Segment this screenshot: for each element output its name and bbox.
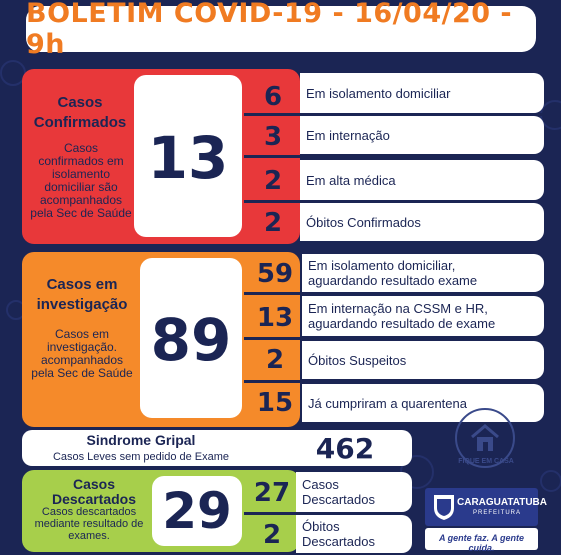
city-crest-icon: [431, 492, 457, 522]
row-label-line: aguardando resultado de exame: [308, 316, 496, 331]
row-divider: [244, 155, 544, 158]
confirmed-heading-line1: Casos: [57, 94, 103, 111]
confirmed-row-value: 6: [263, 82, 283, 112]
investigation-row-value: 13: [256, 303, 294, 333]
investigation-row-label: [302, 296, 544, 336]
row-divider: [244, 380, 544, 383]
row-divider: [244, 292, 544, 295]
confirmed-row-label: Óbitos Confirmados: [300, 203, 544, 241]
row-divider: [244, 337, 544, 340]
investigation-heading-line2: investigação: [36, 296, 128, 313]
confirmed-heading-line2: Confirmados: [33, 114, 127, 131]
investigation-row-label: [302, 254, 544, 292]
flu-total: 462: [315, 432, 375, 465]
logo-slogan: A gente faz. A gente cuida.: [438, 533, 524, 553]
discarded-row-value: 2: [262, 520, 282, 550]
page-title: BOLETIM COVID-19 - 16/04/20 - 9h: [26, 0, 513, 60]
row-label-line: Óbitos: [302, 519, 340, 534]
discarded-total: 29: [162, 482, 232, 540]
confirmed-row-value: 2: [263, 208, 283, 238]
row-label-line: Casos: [302, 477, 339, 492]
badge-text: FIQUE EM CASA: [458, 458, 514, 465]
investigation-row-value: 2: [265, 345, 285, 375]
discarded-heading-line1: Casos: [72, 476, 116, 492]
flu-heading: Sindrome Gripal: [86, 432, 196, 448]
row-label-line: Em internação na CSSM e HR,: [308, 301, 488, 316]
virus-decoration-icon: [540, 470, 561, 492]
confirmed-row-label: Em alta médica: [300, 160, 544, 200]
confirmed-row-label: Em internação: [300, 116, 544, 154]
confirmed-row-value: 2: [263, 166, 283, 196]
discarded-note: Casos descartados mediante resultado de exames.: [34, 506, 144, 542]
discarded-row-label: [296, 515, 412, 553]
confirmed-row-label: Em isolamento domiciliar: [300, 73, 544, 113]
title-bar: [26, 0, 536, 60]
row-label-line: Descartados: [302, 492, 375, 507]
investigation-heading-line1: Casos em: [46, 276, 118, 293]
confirmed-row-value: 3: [263, 122, 283, 152]
city-logo: [425, 488, 547, 553]
discarded-row-value: 27: [253, 478, 291, 508]
discarded-heading-line2: Descartados: [51, 491, 137, 507]
row-label-line: Descartados: [302, 534, 375, 549]
investigation-row-label: Já cumpriram a quarentena: [302, 384, 544, 422]
investigation-row-value: 59: [256, 259, 294, 289]
row-label-line: Em isolamento domiciliar,: [308, 258, 456, 273]
flu-subheading: Casos Leves sem pedido de Exame: [52, 451, 230, 463]
investigation-row-value: 15: [256, 388, 294, 418]
logo-name: CARAGUATATUBA: [457, 497, 547, 508]
investigation-row-label: Óbitos Suspeitos: [302, 341, 544, 379]
investigation-note: Casos em investigação. acompanhados pela Sec de Saúde: [31, 327, 133, 380]
discarded-row-label: [296, 472, 412, 512]
house-icon: [469, 423, 501, 453]
logo-sub: PREFEITURA: [472, 510, 521, 516]
confirmed-note: Casos confirmados em isolamento domiciliar são acompanhados pela Sec de Saúde: [30, 141, 132, 220]
investigation-total: 89: [150, 306, 232, 374]
confirmed-total: 13: [147, 124, 229, 192]
row-label-line: aguardando resultado exame: [308, 273, 478, 288]
